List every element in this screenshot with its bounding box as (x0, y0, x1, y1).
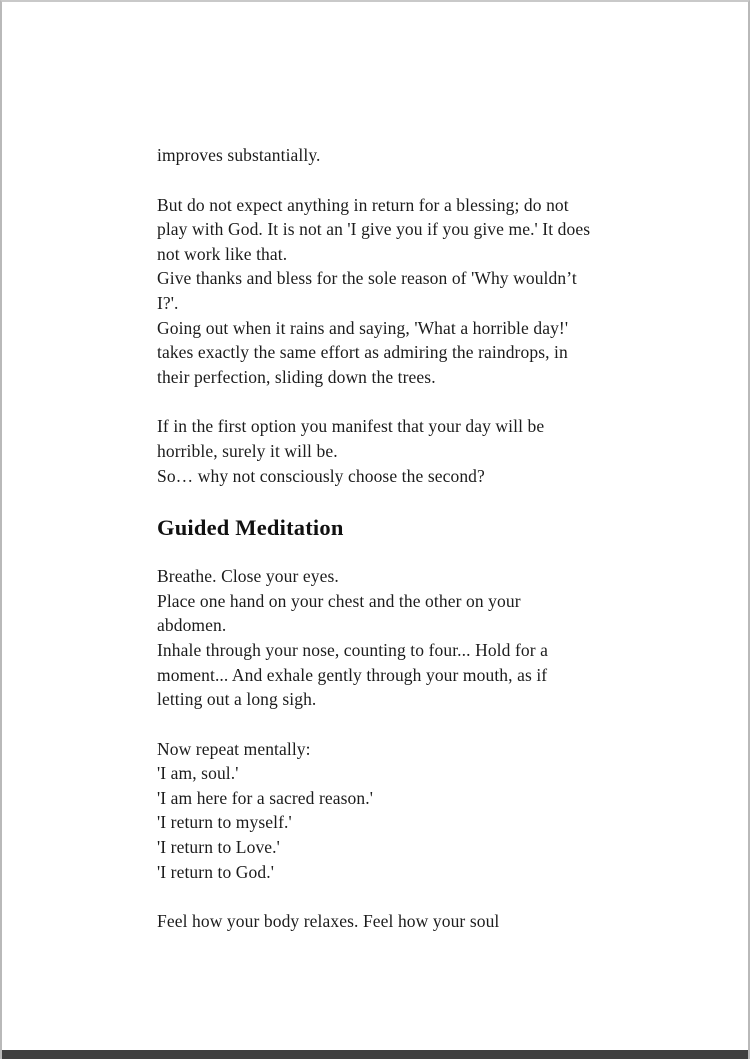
paragraph-line: 'I return to Love.' (157, 837, 280, 858)
paragraph-line: But do not expect anything in return for a blessing; do not play with God. It is not an 'I give you if you give me.' It does not work like that. (157, 194, 591, 264)
paragraph-line: Give thanks and bless for the sole reason of 'Why wouldn’t I?'. (157, 268, 577, 313)
paragraph-line: Breathe. Close your eyes. (157, 566, 339, 587)
paragraph-group (157, 564, 593, 712)
paragraph-line: 'I return to myself.' (157, 812, 292, 833)
paragraph-line: 'I return to God.' (157, 861, 274, 882)
paragraph-group (157, 909, 593, 934)
paragraph-group (157, 737, 593, 885)
paragraph-line: Place one hand on your chest and the other on your abdomen. (157, 590, 521, 636)
paragraph-line: 'I am, soul.' (157, 763, 239, 784)
paragraph-line: Feel how your body relaxes. Feel how your soul (157, 911, 500, 932)
paragraph-group (157, 193, 593, 390)
paragraph-line: Inhale through your nose, counting to four... Hold for a moment... And exhale gently through your mouth, as if letting out a long sigh. (157, 639, 549, 710)
paragraph-line: Going out when it rains and saying, 'What a horrible day!' takes exactly the same effort as admiring the raindrops, in their perfection, sliding down the trees. (157, 317, 569, 387)
page-bottom-edge (2, 1050, 748, 1059)
paragraph-group (157, 414, 593, 488)
paragraph-line: improves substantially. (157, 145, 321, 165)
paragraph-line: Now repeat mentally: (157, 738, 311, 759)
paragraph-group (157, 143, 593, 168)
paragraph-line: So… why not consciously choose the second? (157, 465, 485, 486)
paragraph-line: 'I am here for a sacred reason.' (157, 787, 373, 808)
paragraph-line: If in the first option you manifest that your day will be horrible, surely it will be. (157, 416, 545, 461)
section-heading: Guided Meditation (157, 515, 344, 541)
page-content (2, 2, 748, 934)
